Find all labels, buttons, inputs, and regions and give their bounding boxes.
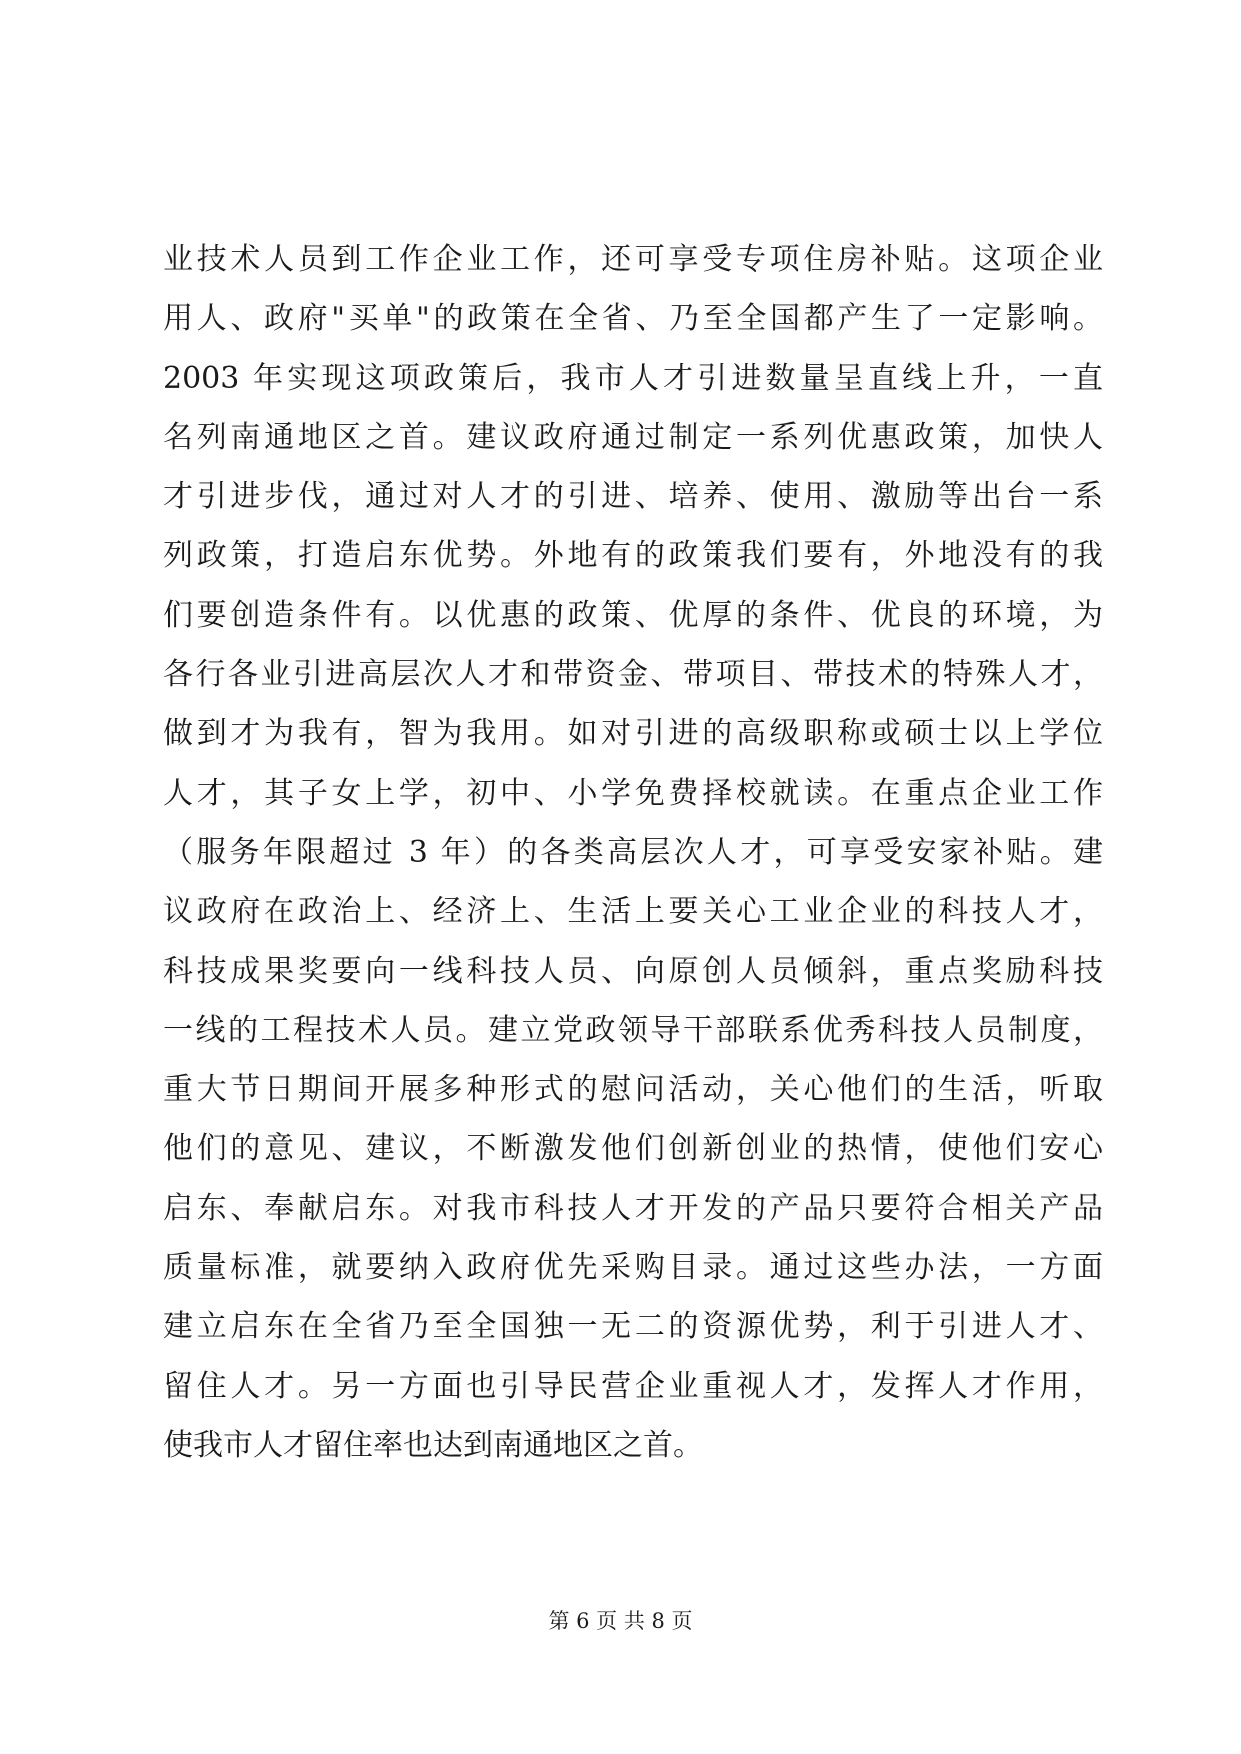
text-line: 一线的工程技术人员。建立党政领导干部联系优秀科技人员制度，: [163, 1012, 1103, 1048]
text-line: 建立启东在全省乃至全国独一无二的资源优势，利于引进人才、: [163, 1309, 1103, 1345]
text-line: 才引进步伐，通过对人才的引进、培养、使用、激励等出台一系: [163, 479, 1103, 515]
text-line: 做到才为我有，智为我用。如对引进的高级职称或硕士以上学位: [163, 716, 1103, 752]
text-line: 人才，其子女上学，初中、小学免费择校就读。在重点企业工作: [163, 775, 1103, 811]
text-line: 留住人才。另一方面也引导民营企业重视人才，发挥人才作用，: [163, 1368, 1103, 1404]
text-line: 科技成果奖要向一线科技人员、向原创人员倾斜，重点奖励科技: [163, 953, 1103, 989]
text-line: 用人、政府"买单"的政策在全省、乃至全国都产生了一定影响。: [163, 301, 1103, 337]
text-line: 使我市人才留住率也达到南通地区之首。: [163, 1427, 703, 1463]
page-number-footer: 第 6 页 共 8 页: [548, 1609, 693, 1633]
text-line: 列政策，打造启东优势。外地有的政策我们要有，外地没有的我: [163, 538, 1103, 574]
text-line: 各行各业引进高层次人才和带资金、带项目、带技术的特殊人才，: [163, 657, 1103, 693]
text-line: 他们的意见、建议，不断激发他们创新创业的热情，使他们安心: [163, 1131, 1103, 1167]
text-line: （服务年限超过 3 年）的各类高层次人才，可享受安家补贴。建: [163, 834, 1103, 870]
text-line: 们要创造条件有。以优惠的政策、优厚的条件、优良的环境，为: [163, 597, 1103, 633]
text-line: 业技术人员到工作企业工作，还可享受专项住房补贴。这项企业: [163, 242, 1103, 277]
text-line: 重大节日期间开展多种形式的慰问活动，关心他们的生活，听取: [163, 1072, 1103, 1108]
text-line: 启东、奉献启东。对我市科技人才开发的产品只要符合相关产品: [163, 1190, 1103, 1226]
text-line: 2003 年实现这项政策后，我市人才引进数量呈直线上升，一直: [163, 360, 1103, 396]
text-line: 议政府在政治上、经济上、生活上要关心工业企业的科技人才，: [163, 894, 1103, 930]
body-text: [163, 230, 1103, 1475]
text-line: 名列南通地区之首。建议政府通过制定一系列优惠政策，加快人: [163, 419, 1103, 455]
text-line: 质量标准，就要纳入政府优先采购目录。通过这些办法，一方面: [163, 1250, 1103, 1286]
